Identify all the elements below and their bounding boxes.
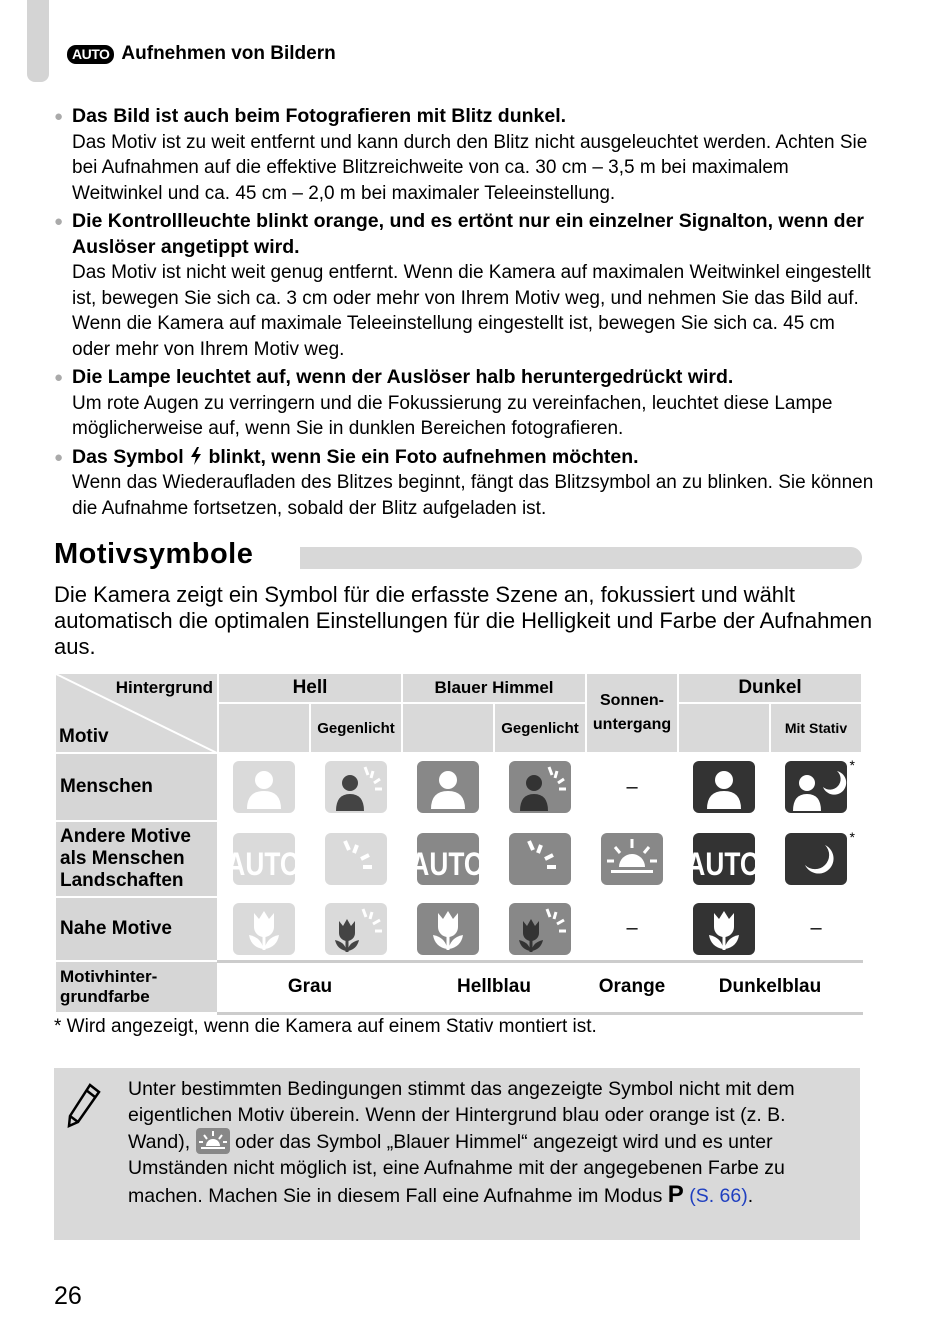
list-item [54,445,874,522]
subheader-mit-stativ: Mit Stativ [770,703,862,753]
note-line1: Unter bestimmten Bedingungen stimmt das angezeigte Symbol nicht mit dem eigentlichen Motiv überein. Wenn der Hintergrund blau oder orange ist (z. B. Wand), [128,1078,795,1154]
tripod-footnote-marker: * [849,757,855,773]
night-portrait-icon [785,757,855,813]
row-header-hintergrundfarbe: Motivhinter- grundfarbe [55,961,218,1013]
bg-color-orange: Orange [586,961,678,1013]
header-title: Aufnehmen von Bildern [121,43,336,64]
note-box [54,1068,860,1240]
macro-icon [233,903,295,955]
page-reference-link[interactable]: (S. 66) [689,1184,748,1207]
subheader-gegenlicht: Gegenlicht [310,703,402,753]
bullet-dot-icon: ● [54,448,64,466]
not-available-dash: – [586,897,678,961]
page-number: 26 [54,1282,82,1310]
svg-text:AUTO: AUTO [686,847,761,883]
note-text [128,1077,848,1210]
bg-color-dunkelblau: Dunkelblau [678,961,862,1013]
corner-label-background: Hintergrund [115,678,213,697]
note-end: . [747,1184,754,1207]
col-header-blauer-himmel: Blauer Himmel [402,673,586,703]
empty-subheader [678,703,770,753]
list-item-title: Das Bild ist auch beim Fotografieren mit Blitz dunkel. [72,105,567,127]
bg-color-grau: Grau [218,961,402,1013]
section-intro: Die Kamera zeigt ein Symbol für die erfasste Szene an, fokussiert und wählt automatisch die optimalen Einstellungen für die Helligkeit und Farbe der Aufnahmen aus. [54,582,873,659]
empty-subheader [402,703,494,753]
list-item-title: Die Lampe leuchtet auf, wenn der Auslöser halb heruntergedrückt wird. [72,366,734,388]
section-title: Motivsymbole [54,538,254,570]
title-after: blinkt, wenn Sie ein Foto aufnehmen möchten. [208,445,639,468]
portrait-dark-icon [693,761,755,813]
col-header-dunkel: Dunkel [678,673,862,703]
sunset-icon [196,1128,230,1154]
bullet-dot-icon: ● [54,213,64,230]
row-header-nahe-motive: Nahe Motive [55,897,218,961]
auto-mode-badge: AUTO [67,45,114,64]
not-available-dash: – [770,897,862,961]
list-item-title: Die Kontrollleuchte blinkt orange, und es ertönt nur ein einzelner Signalton, wenn der Auslöser angetippt wird. [72,210,864,258]
auto-blue-sky-icon [410,833,485,885]
backlight-blue-sky-icon [509,833,571,885]
corner-label-subject: Motiv [59,726,109,747]
list-item [54,209,874,362]
portrait-blue-sky-icon [417,761,479,813]
tripod-footnote-marker: * [849,829,855,845]
empty-subheader [218,703,310,753]
svg-text:AUTO: AUTO [410,847,485,883]
section-title-bar [300,547,862,569]
list-item-body: Das Motiv ist zu weit entfernt und kann durch den Blitz nicht ausgeleuchtet werden. Achten Sie bei Aufnahmen auf die effektive Blitzreichweite von ca. 30 cm – 3,5 m bei maximalem Weitwinkel und ca. 45 cm – 2,0 m bei maximaler Teleeinstellung. [72,131,868,204]
list-item [54,104,874,206]
table-corner-cell [55,673,218,753]
portrait-blue-sky-backlight-icon [509,761,571,813]
list-item-title [72,445,874,471]
list-item-body: Um rote Augen zu verringern und die Fokussierung zu vereinfachen, leuchtet diese Lampe möglicherweise auf, wenn Sie in dunklen Bereichen fotografieren. [72,392,833,439]
col-header-hell: Hell [218,673,402,703]
list-item [54,365,874,442]
auto-dark-icon [686,833,761,885]
col-header-sonnenuntergang: Sonnen- untergang [586,673,678,753]
footnote: * Wird angezeigt, wenn die Kamera auf einem Stativ montiert ist. [54,1016,597,1037]
night-scene-icon [785,829,855,885]
bullet-dot-icon: ● [54,369,64,386]
list-item-body: Wenn das Wiederaufladen des Blitzes beginnt, fängt das Blitzsymbol an zu blinken. Sie können die Aufnahme fortsetzen, sobald der Blitz aufgeladen ist. [72,472,874,519]
program-mode-icon: P [667,1180,684,1208]
sunset-icon [601,833,663,885]
row-header-menschen: Menschen [55,753,218,821]
bullet-dot-icon: ● [54,108,64,125]
row-header-andere-motive: Andere Motive als Menschen Landschaften [55,821,218,897]
chapter-tab [27,0,49,82]
auto-scene-icon [226,833,301,885]
bg-color-hellblau: Hellblau [402,961,586,1013]
title-before: Das Symbol [72,445,184,468]
list-item-body: Das Motiv ist nicht weit genug entfernt. Wenn die Kamera auf maximalen Weitwinkel eingestellt ist, bewegen Sie sich ca. 3 cm oder mehr von Ihrem Motiv weg, und nehmen Sie das Bild auf. Wenn die Kamera auf maximale Teleeinstellung eingestellt ist, bewegen Sie sich ca. 45 cm oder mehr von Ihrem Motiv weg. [72,262,871,360]
flash-icon [189,447,203,465]
pencil-icon [66,1082,102,1130]
portrait-icon [233,761,295,813]
not-available-dash: – [586,753,678,821]
svg-text:AUTO: AUTO [226,847,301,883]
macro-blue-sky-icon [417,903,479,955]
macro-dark-icon [693,903,755,955]
scene-icon-table [54,672,863,1015]
subheader-gegenlicht: Gegenlicht [494,703,586,753]
portrait-backlight-icon [325,761,387,813]
macro-backlight-icon [325,903,387,955]
macro-blue-sky-backlight-icon [509,903,571,955]
page-header [67,43,336,65]
backlight-icon [325,833,387,885]
note-line2: oder das Symbol „Blauer Himmel“ angezeigt wird und es unter Umständen nicht möglich ist, eine Aufnahme mit der angegebenen Farbe zu machen. Machen Sie in diesem Fall eine Aufnahme im Modus [128,1131,785,1207]
troubleshooting-list [54,104,874,524]
